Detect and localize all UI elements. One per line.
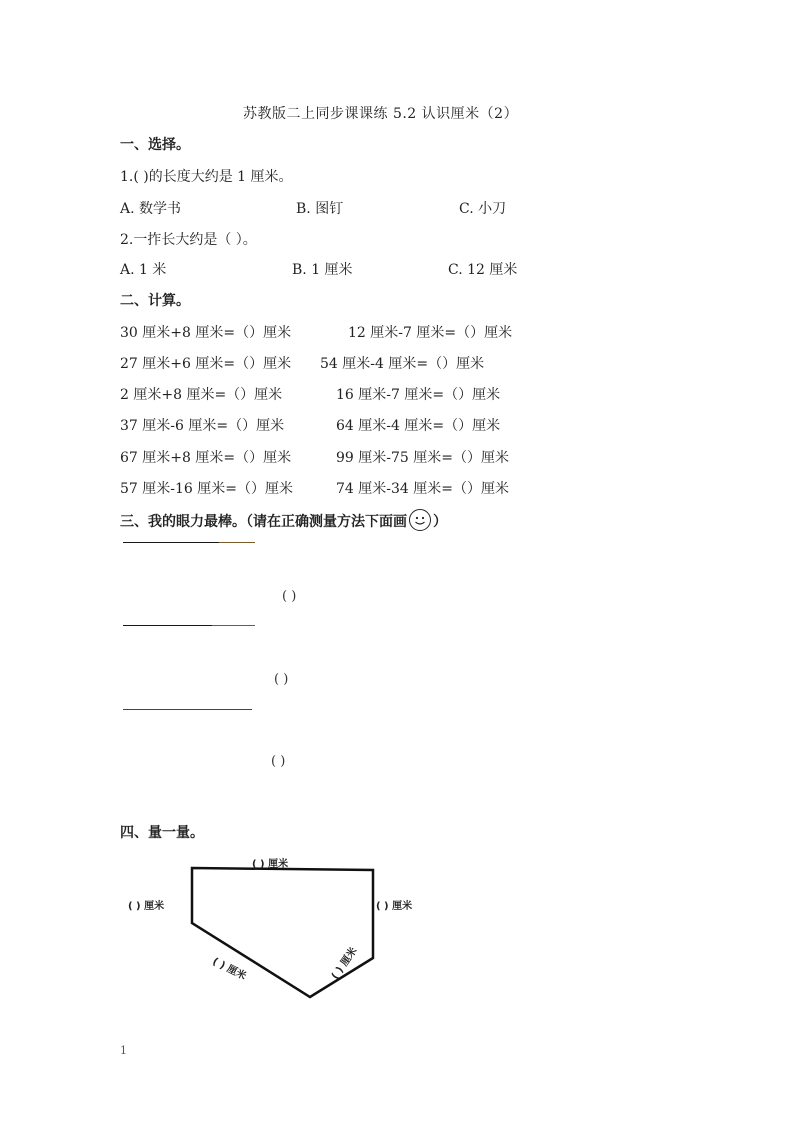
calc-row-6-left: 57 厘米-16 厘米=（）厘米 bbox=[120, 481, 293, 497]
calc-row-3-left: 2 厘米+8 厘米=（）厘米 bbox=[120, 387, 283, 403]
label-right-edge: ( ) 厘米 bbox=[376, 901, 413, 912]
section-3-heading-text: 三、我的眼力最棒。（请在正确测量方法下面画 bbox=[120, 514, 407, 530]
question-2-stem: 2.一拃长大约是（ ）。 bbox=[120, 232, 257, 248]
calc-row-2-left: 27 厘米+6 厘米=（）厘米 bbox=[120, 356, 292, 372]
calc-row-5-right: 99 厘米-75 厘米=（）厘米 bbox=[336, 450, 509, 466]
q2-option-a: A. 1 米 bbox=[120, 262, 167, 278]
calc-row-2-right: 54 厘米-4 厘米=（）厘米 bbox=[320, 356, 485, 372]
calc-row-1-right: 12 厘米-7 厘米=（）厘米 bbox=[348, 325, 513, 341]
answer-blank-3[interactable]: ( ) bbox=[271, 754, 286, 769]
calc-row-6-right: 74 厘米-34 厘米=（）厘米 bbox=[336, 481, 509, 497]
smiley-face-icon bbox=[409, 509, 431, 531]
calc-row-1-left: 30 厘米+8 厘米=（）厘米 bbox=[120, 325, 292, 341]
measure-line-1 bbox=[123, 542, 255, 543]
section-3-heading bbox=[120, 509, 447, 531]
q1-option-a: A. 数学书 bbox=[120, 201, 182, 217]
measure-line-2 bbox=[123, 625, 255, 626]
page-number: 1 bbox=[120, 1044, 127, 1057]
section-2-heading: 二、计算。 bbox=[120, 293, 190, 309]
label-bottom-left-edge: ( ) 厘米 bbox=[210, 956, 248, 983]
question-1-stem: 1.( )的长度大约是 1 厘米。 bbox=[120, 169, 293, 185]
label-top-edge: ( ) 厘米 bbox=[252, 859, 289, 870]
calc-row-3-right: 16 厘米-7 厘米=（）厘米 bbox=[336, 387, 501, 403]
q1-option-b: B. 图钉 bbox=[296, 201, 344, 217]
answer-blank-2[interactable]: ( ) bbox=[274, 672, 289, 687]
q2-option-b: B. 1 厘米 bbox=[292, 262, 353, 278]
label-bottom-right-edge: ( ) 厘米 bbox=[329, 945, 360, 982]
calc-row-5-left: 67 厘米+8 厘米=（）厘米 bbox=[120, 450, 292, 466]
calc-row-4-right: 64 厘米-4 厘米=（）厘米 bbox=[336, 418, 501, 434]
pentagon-figure bbox=[110, 850, 470, 1010]
measure-line-3 bbox=[123, 709, 252, 710]
page-title: 苏教版二上同步课课练 5.2 认识厘米（2） bbox=[243, 106, 519, 122]
section-4-heading: 四、量一量。 bbox=[120, 825, 204, 841]
section-1-heading: 一、选择。 bbox=[120, 137, 190, 153]
answer-blank-1[interactable]: ( ) bbox=[282, 589, 297, 604]
section-3-heading-close: ） bbox=[433, 514, 447, 530]
q2-option-c: C. 12 厘米 bbox=[448, 262, 518, 278]
label-left-edge: ( ) 厘米 bbox=[128, 901, 165, 912]
q1-option-c: C. 小刀 bbox=[459, 201, 507, 217]
calc-row-4-left: 37 厘米-6 厘米=（）厘米 bbox=[120, 418, 285, 434]
